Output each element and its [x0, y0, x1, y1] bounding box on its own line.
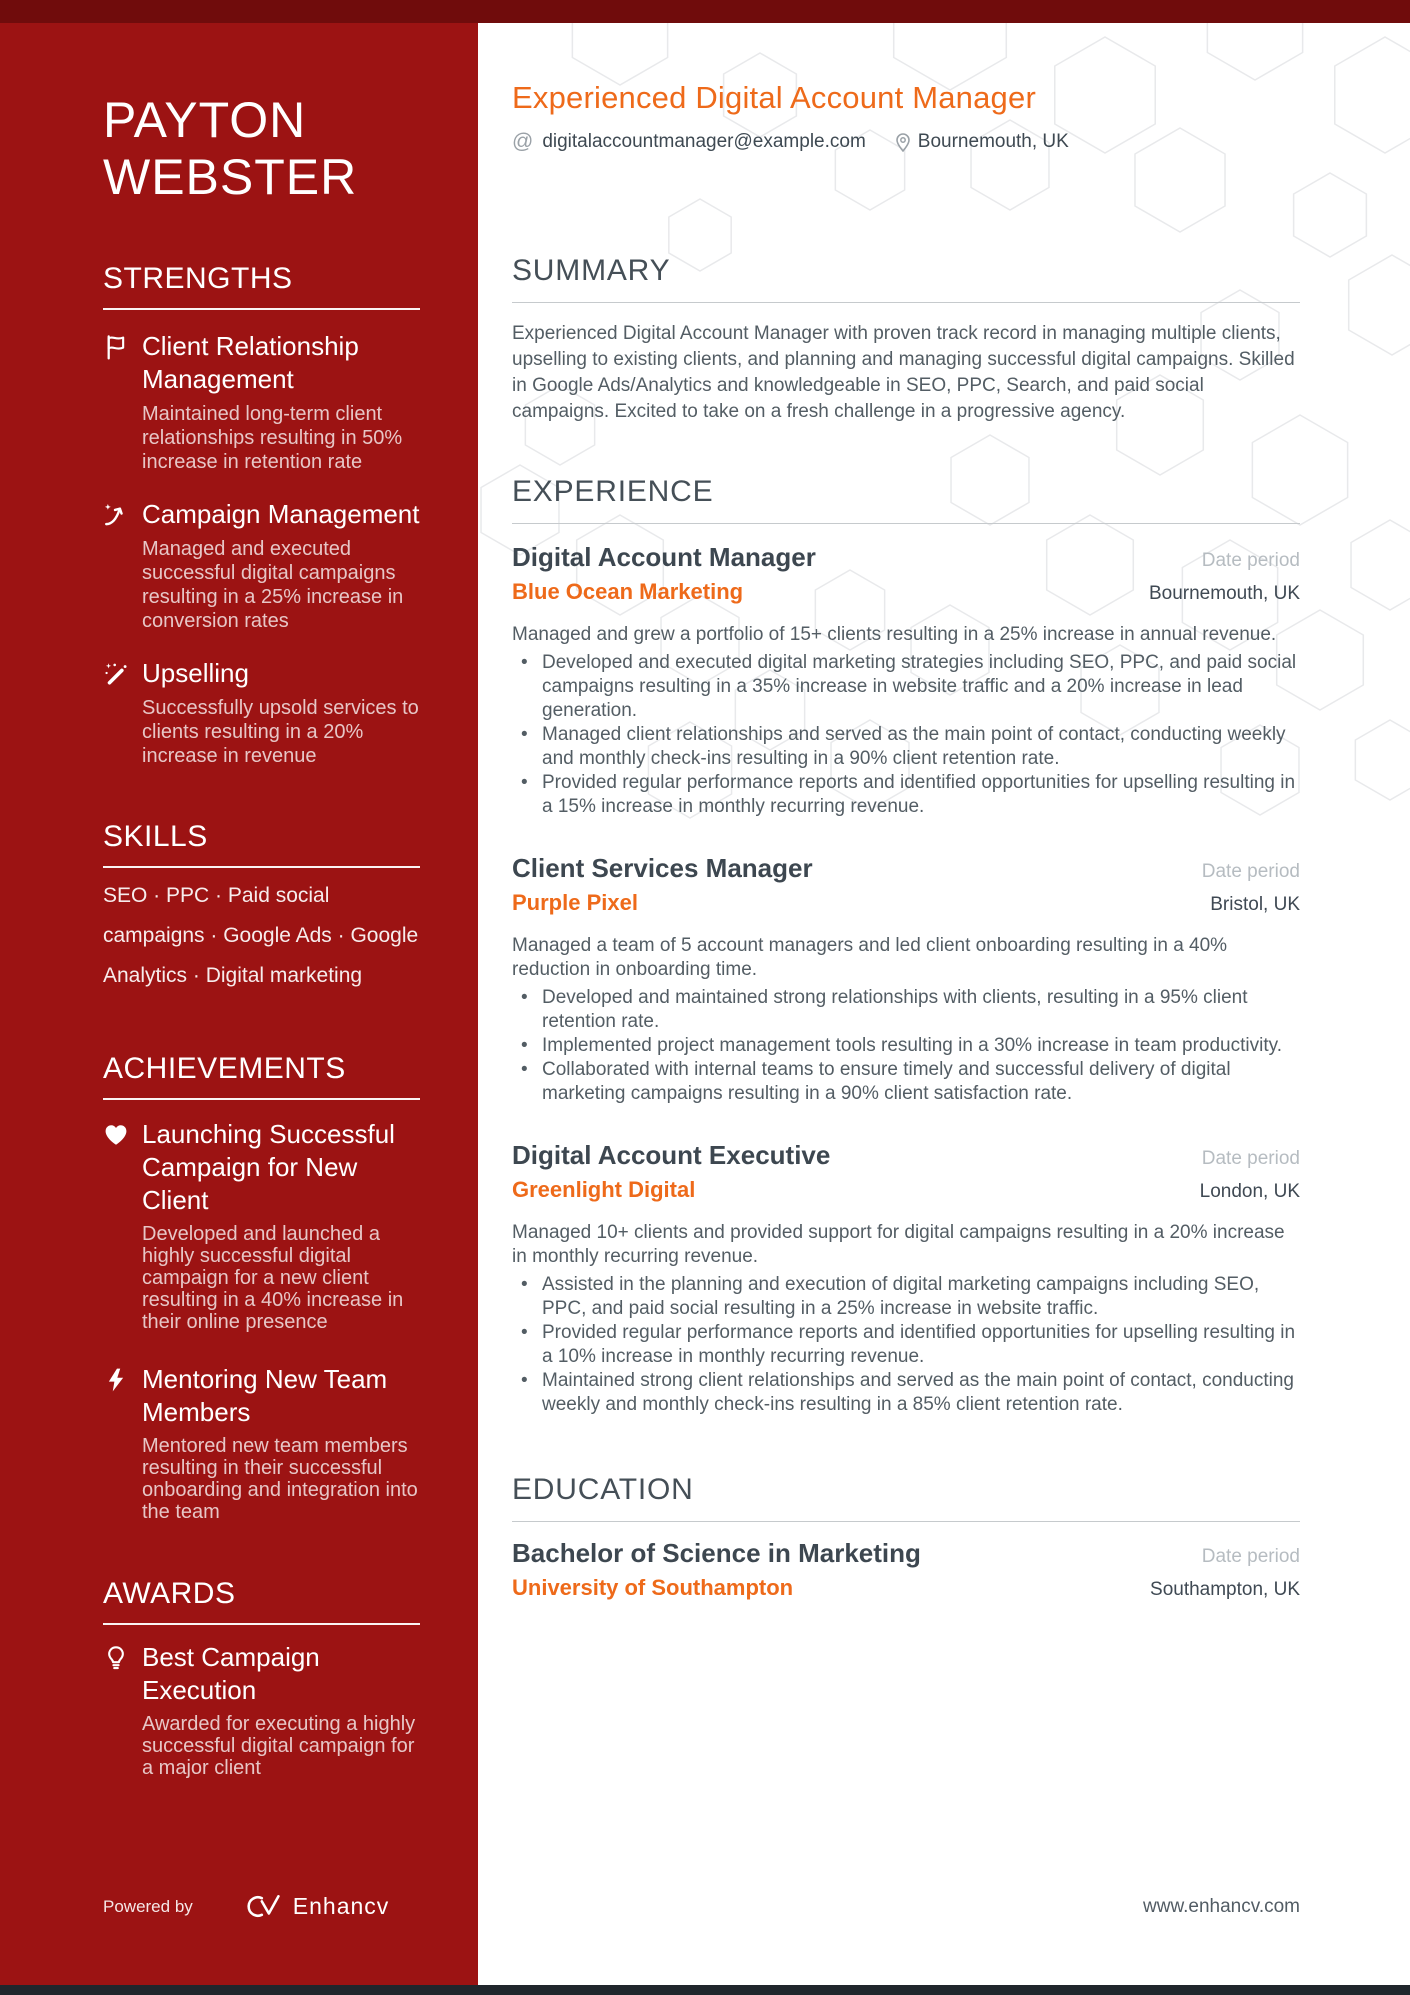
job-title-row — [512, 1140, 1300, 1171]
job-bullet: • Managed client relationships and served as the main point of contact, conducting weekly and monthly check-ins resulting in a 90% client retention rate. — [512, 723, 1300, 771]
job-bullet-list — [512, 651, 1300, 819]
job-summary: Managed a team of 5 account managers and led client onboarding resulting in a 40% reduction in onboarding time. — [512, 935, 1228, 980]
education-school-row — [512, 1575, 1300, 1601]
website-link[interactable]: www.enhancv.com — [1143, 1896, 1300, 1917]
job-title-row — [512, 853, 1300, 884]
strength-description: Managed and executed successful digital campaigns resulting in a 25% increase in conversion rates — [142, 538, 404, 632]
skills-list: SEO · PPC · Paid social campaigns · Google Ads · Google Analytics · Digital marketing — [103, 884, 419, 987]
flag-icon — [103, 330, 133, 474]
achievement-title: Mentoring New Team Members — [142, 1364, 388, 1427]
enhancv-logo — [235, 1893, 281, 1920]
award-body — [142, 1641, 420, 1779]
job-bullet-list — [512, 1273, 1300, 1417]
job-location: Bristol, UK — [1210, 894, 1300, 915]
award-description: Awarded for executing a highly successful digital campaign for a major client — [142, 1713, 416, 1779]
job-company-row — [512, 890, 1300, 916]
powered-by-label: Powered by — [103, 1896, 193, 1916]
achievement-body — [142, 1363, 420, 1523]
job-bullet: • Implemented project management tools resulting in a 30% increase in team productivity. — [512, 1034, 1300, 1058]
degree-title: Bachelor of Science in Marketing — [512, 1538, 921, 1568]
trending-arrow-icon — [103, 498, 133, 633]
experience-entry — [512, 853, 1300, 1106]
education-location: Southampton, UK — [1150, 1579, 1300, 1600]
lightbulb-icon — [103, 1641, 133, 1779]
achievement-description: Developed and launched a highly successful digital campaign for a new client resulting in a 40% increase in their online presence — [142, 1223, 404, 1333]
job-date-period: Date period — [1201, 1148, 1300, 1169]
award-item — [103, 1641, 420, 1779]
achievement-body — [142, 1118, 420, 1333]
job-bullet: • Provided regular performance reports and identified opportunities for upselling resulting in a 15% increase in monthly recurring revenue. — [512, 771, 1300, 819]
section-strengths — [103, 262, 420, 768]
job-bullet: • Developed and maintained strong relationships with clients, resulting in a 95% client retention rate. — [512, 986, 1300, 1034]
job-title: Client Services Manager — [512, 853, 813, 883]
sidebar — [0, 0, 478, 1995]
education-date-period: Date period — [1201, 1546, 1300, 1567]
job-bullet: • Maintained strong client relationships and served as the main point of contact, conducting weekly and monthly check-ins resulting in a 85% client retention rate. — [512, 1369, 1300, 1417]
strength-item — [103, 657, 420, 768]
education-heading: EDUCATION — [512, 1473, 1300, 1522]
summary-text: Experienced Digital Account Manager with proven track record in managing multiple clients, upselling to existing clients, and planning and managing successful digital campaigns. Skilled in Google Ads/Analytics and knowledgeable in SEO, PPC, Search, and paid social campaigns. Excited to take on a fresh challenge in a progressive agency. — [512, 323, 1295, 422]
main-column — [478, 0, 1410, 1995]
achievement-item — [103, 1363, 420, 1523]
job-bullet: • Assisted in the planning and execution of digital marketing campaigns including SEO, PPC, and paid social resulting in a 25% increase in website traffic. — [512, 1273, 1300, 1321]
job-summary: Managed 10+ clients and provided support for digital campaigns resulting in a 20% increase in monthly recurring revenue. — [512, 1222, 1285, 1267]
candidate-name: PAYTON WEBSTER — [103, 92, 358, 205]
lightning-bolt-icon — [103, 1363, 133, 1523]
job-bullet: • Collaborated with internal teams to ensure timely and successful delivery of digital marketing campaigns resulting in a 90% client satisfaction rate. — [512, 1058, 1300, 1106]
job-company: Blue Ocean Marketing — [512, 579, 744, 604]
section-skills — [103, 820, 420, 996]
strengths-heading: STRENGTHS — [103, 262, 420, 310]
job-company-row — [512, 579, 1300, 605]
job-company: Greenlight Digital — [512, 1177, 696, 1202]
job-bullet: • Developed and executed digital marketing strategies including SEO, PPC, and paid social campaigns resulting in a 35% increase in website traffic and a 20% increase in lead generation. — [512, 651, 1300, 723]
job-title-row — [512, 542, 1300, 573]
location-text: Bournemouth, UK — [917, 131, 1069, 152]
achievements-heading: ACHIEVEMENTS — [103, 1052, 420, 1100]
strength-body — [142, 657, 420, 768]
bottom-edge-bar — [0, 1985, 1410, 1995]
brand-name: Enhancv — [292, 1893, 390, 1919]
powered-by-footer — [103, 1893, 389, 1920]
section-awards — [103, 1577, 420, 1779]
job-location: Bournemouth, UK — [1148, 583, 1300, 604]
location-pin-icon — [896, 133, 910, 152]
job-summary: Managed and grew a portfolio of 15+ clients resulting in a 25% increase in annual revenue. — [512, 624, 1277, 645]
achievement-description: Mentored new team members resulting in their successful onboarding and integration into the team — [142, 1435, 418, 1523]
strength-description: Successfully upsold services to clients resulting in a 20% increase in revenue — [142, 697, 419, 767]
strength-item — [103, 330, 420, 474]
job-date-period: Date period — [1201, 550, 1300, 571]
experience-heading: EXPERIENCE — [512, 475, 1300, 524]
award-title: Best Campaign Execution — [142, 1642, 320, 1705]
strength-title: Client Relationship Management — [142, 331, 359, 394]
awards-heading: AWARDS — [103, 1577, 420, 1625]
heart-icon — [103, 1118, 133, 1333]
job-title: Digital Account Executive — [512, 1140, 831, 1170]
at-sign-icon: @ — [512, 130, 534, 153]
strength-body — [142, 498, 420, 633]
experience-entry — [512, 542, 1300, 819]
achievement-item — [103, 1118, 420, 1333]
strength-item — [103, 498, 420, 633]
strength-description: Maintained long-term client relationships resulting in 50% increase in retention rate — [142, 403, 403, 473]
email-text[interactable]: digitalaccountmanager@example.com — [542, 131, 866, 152]
achievement-title: Launching Successful Campaign for New Client — [142, 1119, 395, 1215]
job-company: Purple Pixel — [512, 890, 638, 915]
job-company-row — [512, 1177, 1300, 1203]
strength-title: Upselling — [142, 658, 249, 688]
job-date-period: Date period — [1201, 861, 1300, 882]
job-title: Digital Account Manager — [512, 542, 816, 572]
education-degree-row — [512, 1538, 1300, 1569]
magic-wand-icon — [103, 657, 133, 768]
contact-row — [512, 130, 1300, 154]
skills-heading: SKILLS — [103, 820, 420, 868]
summary-heading: SUMMARY — [512, 254, 1300, 303]
school-name: University of Southampton — [512, 1575, 794, 1600]
strength-title: Campaign Management — [142, 499, 420, 529]
top-edge-bar — [0, 0, 1410, 23]
strength-body — [142, 330, 420, 474]
job-bullet: • Provided regular performance reports and identified opportunities for upselling resulting in a 10% increase in monthly recurring revenue. — [512, 1321, 1300, 1369]
resume-headline: Experienced Digital Account Manager — [512, 80, 1036, 115]
job-bullet-list — [512, 986, 1300, 1106]
experience-entry — [512, 1140, 1300, 1417]
section-achievements — [103, 1052, 420, 1523]
job-location: London, UK — [1199, 1181, 1300, 1202]
